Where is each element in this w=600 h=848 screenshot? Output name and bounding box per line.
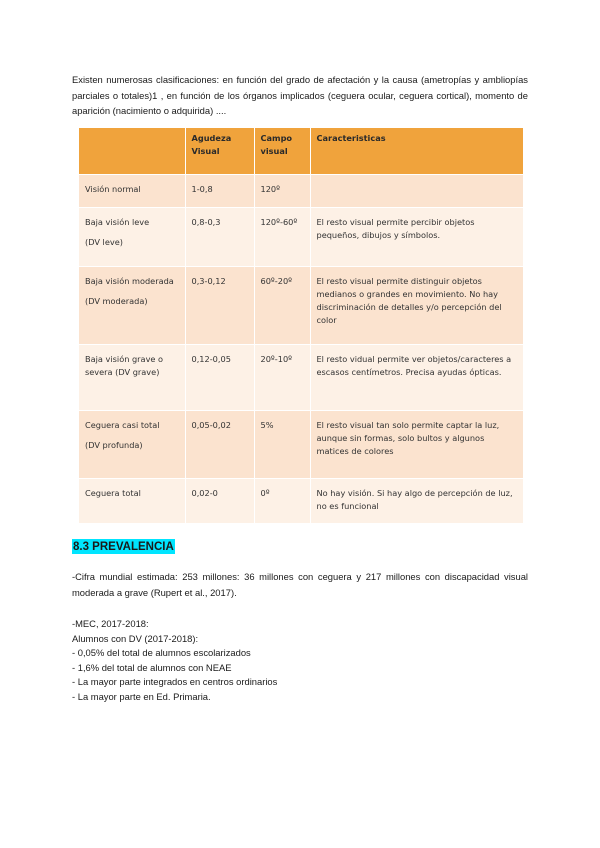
classification-table-wrapper [79,128,523,523]
table-row [79,345,523,411]
category-sub: (DV leve) [85,237,123,247]
row-agudeza: 0,8-0,3 [185,208,254,267]
row-campo: 20º-10º [254,345,310,411]
row-category [79,208,185,267]
category-name: Ceguera casi total [85,420,160,430]
category-name: Ceguera total [85,488,141,498]
list-item: - 1,6% del total de alumnos con NEAE [72,661,232,673]
intro-paragraph: Existen numerosas clasificaciones: en función del grado de afectación y la causa (ametropías y ambliopías parciales o totales)1 , en función de los órganos implicados (ceguera ocular, ceguera cortical), momento de aparición (nacimiento o adquirida) .... [72,74,528,116]
table-header-row [79,128,523,175]
row-caracteristicas: El resto visual tan solo permite captar la luz, aunque sin formas, solo bultos y algunos matices de colores [310,411,523,479]
classification-table [79,128,523,523]
mec-block [72,617,528,705]
table-row [79,208,523,267]
row-campo: 120º-60º [254,208,310,267]
row-campo: 120º [254,175,310,208]
row-agudeza: 1-0,8 [185,175,254,208]
cifra-paragraph: -Cifra mundial estimada: 253 millones: 36 millones con ceguera y 217 millones con discapacidad visual moderada a grave (Rupert et al., 2017). [72,571,528,598]
row-campo: 60º-20º [254,267,310,345]
header-agudeza: Agudeza Visual [185,128,254,175]
row-category [79,175,185,208]
row-campo: 5% [254,411,310,479]
category-name: Baja visión leve [85,217,150,227]
header-category [79,128,185,175]
row-caracteristicas: El resto vidual permite ver objetos/caracteres a escasos centímetros. Precisa ayudas ópticas. [310,345,523,411]
row-category [79,267,185,345]
row-category [79,345,185,411]
category-sub: (DV moderada) [85,296,148,306]
section-heading-prevalencia: 8.3 PREVALENCIA [73,541,174,553]
row-caracteristicas: No hay visión. Si hay algo de percepción de luz, no es funcional [310,479,523,523]
row-agudeza: 0,3-0,12 [185,267,254,345]
row-caracteristicas [310,175,523,208]
row-caracteristicas: El resto visual permite distinguir objetos medianos o grandes en movimiento. No hay discriminación de detalles y/o percepción del color [310,267,523,345]
list-item: - La mayor parte en Ed. Primaria. [72,690,211,702]
row-category [79,411,185,479]
row-campo: 0º [254,479,310,523]
row-agudeza: 0,02-0 [185,479,254,523]
category-name: Baja visión moderada [85,276,174,286]
table-row [79,267,523,345]
mec-source: -MEC, 2017-2018: [72,618,149,629]
table-row [79,411,523,479]
list-item: - La mayor parte integrados en centros ordinarios [72,676,278,688]
row-agudeza: 0,05-0,02 [185,411,254,479]
category-name: Visión normal [85,184,141,194]
row-caracteristicas: El resto visual permite percibir objetos pequeños, dibujos y símbolos. [310,208,523,267]
list-item: - 0,05% del total de alumnos escolarizados [72,647,251,659]
row-category [79,479,185,523]
category-sub: (DV profunda) [85,440,143,450]
header-campo: Campo visual [254,128,310,175]
table-row [79,479,523,523]
table-row [79,175,523,208]
category-name: Baja visión grave o severa (DV grave) [85,354,164,377]
header-caracteristicas: Caracteristicas [310,128,523,175]
row-agudeza: 0,12-0,05 [185,345,254,411]
mec-title: Alumnos con DV (2017-2018): [72,632,199,644]
